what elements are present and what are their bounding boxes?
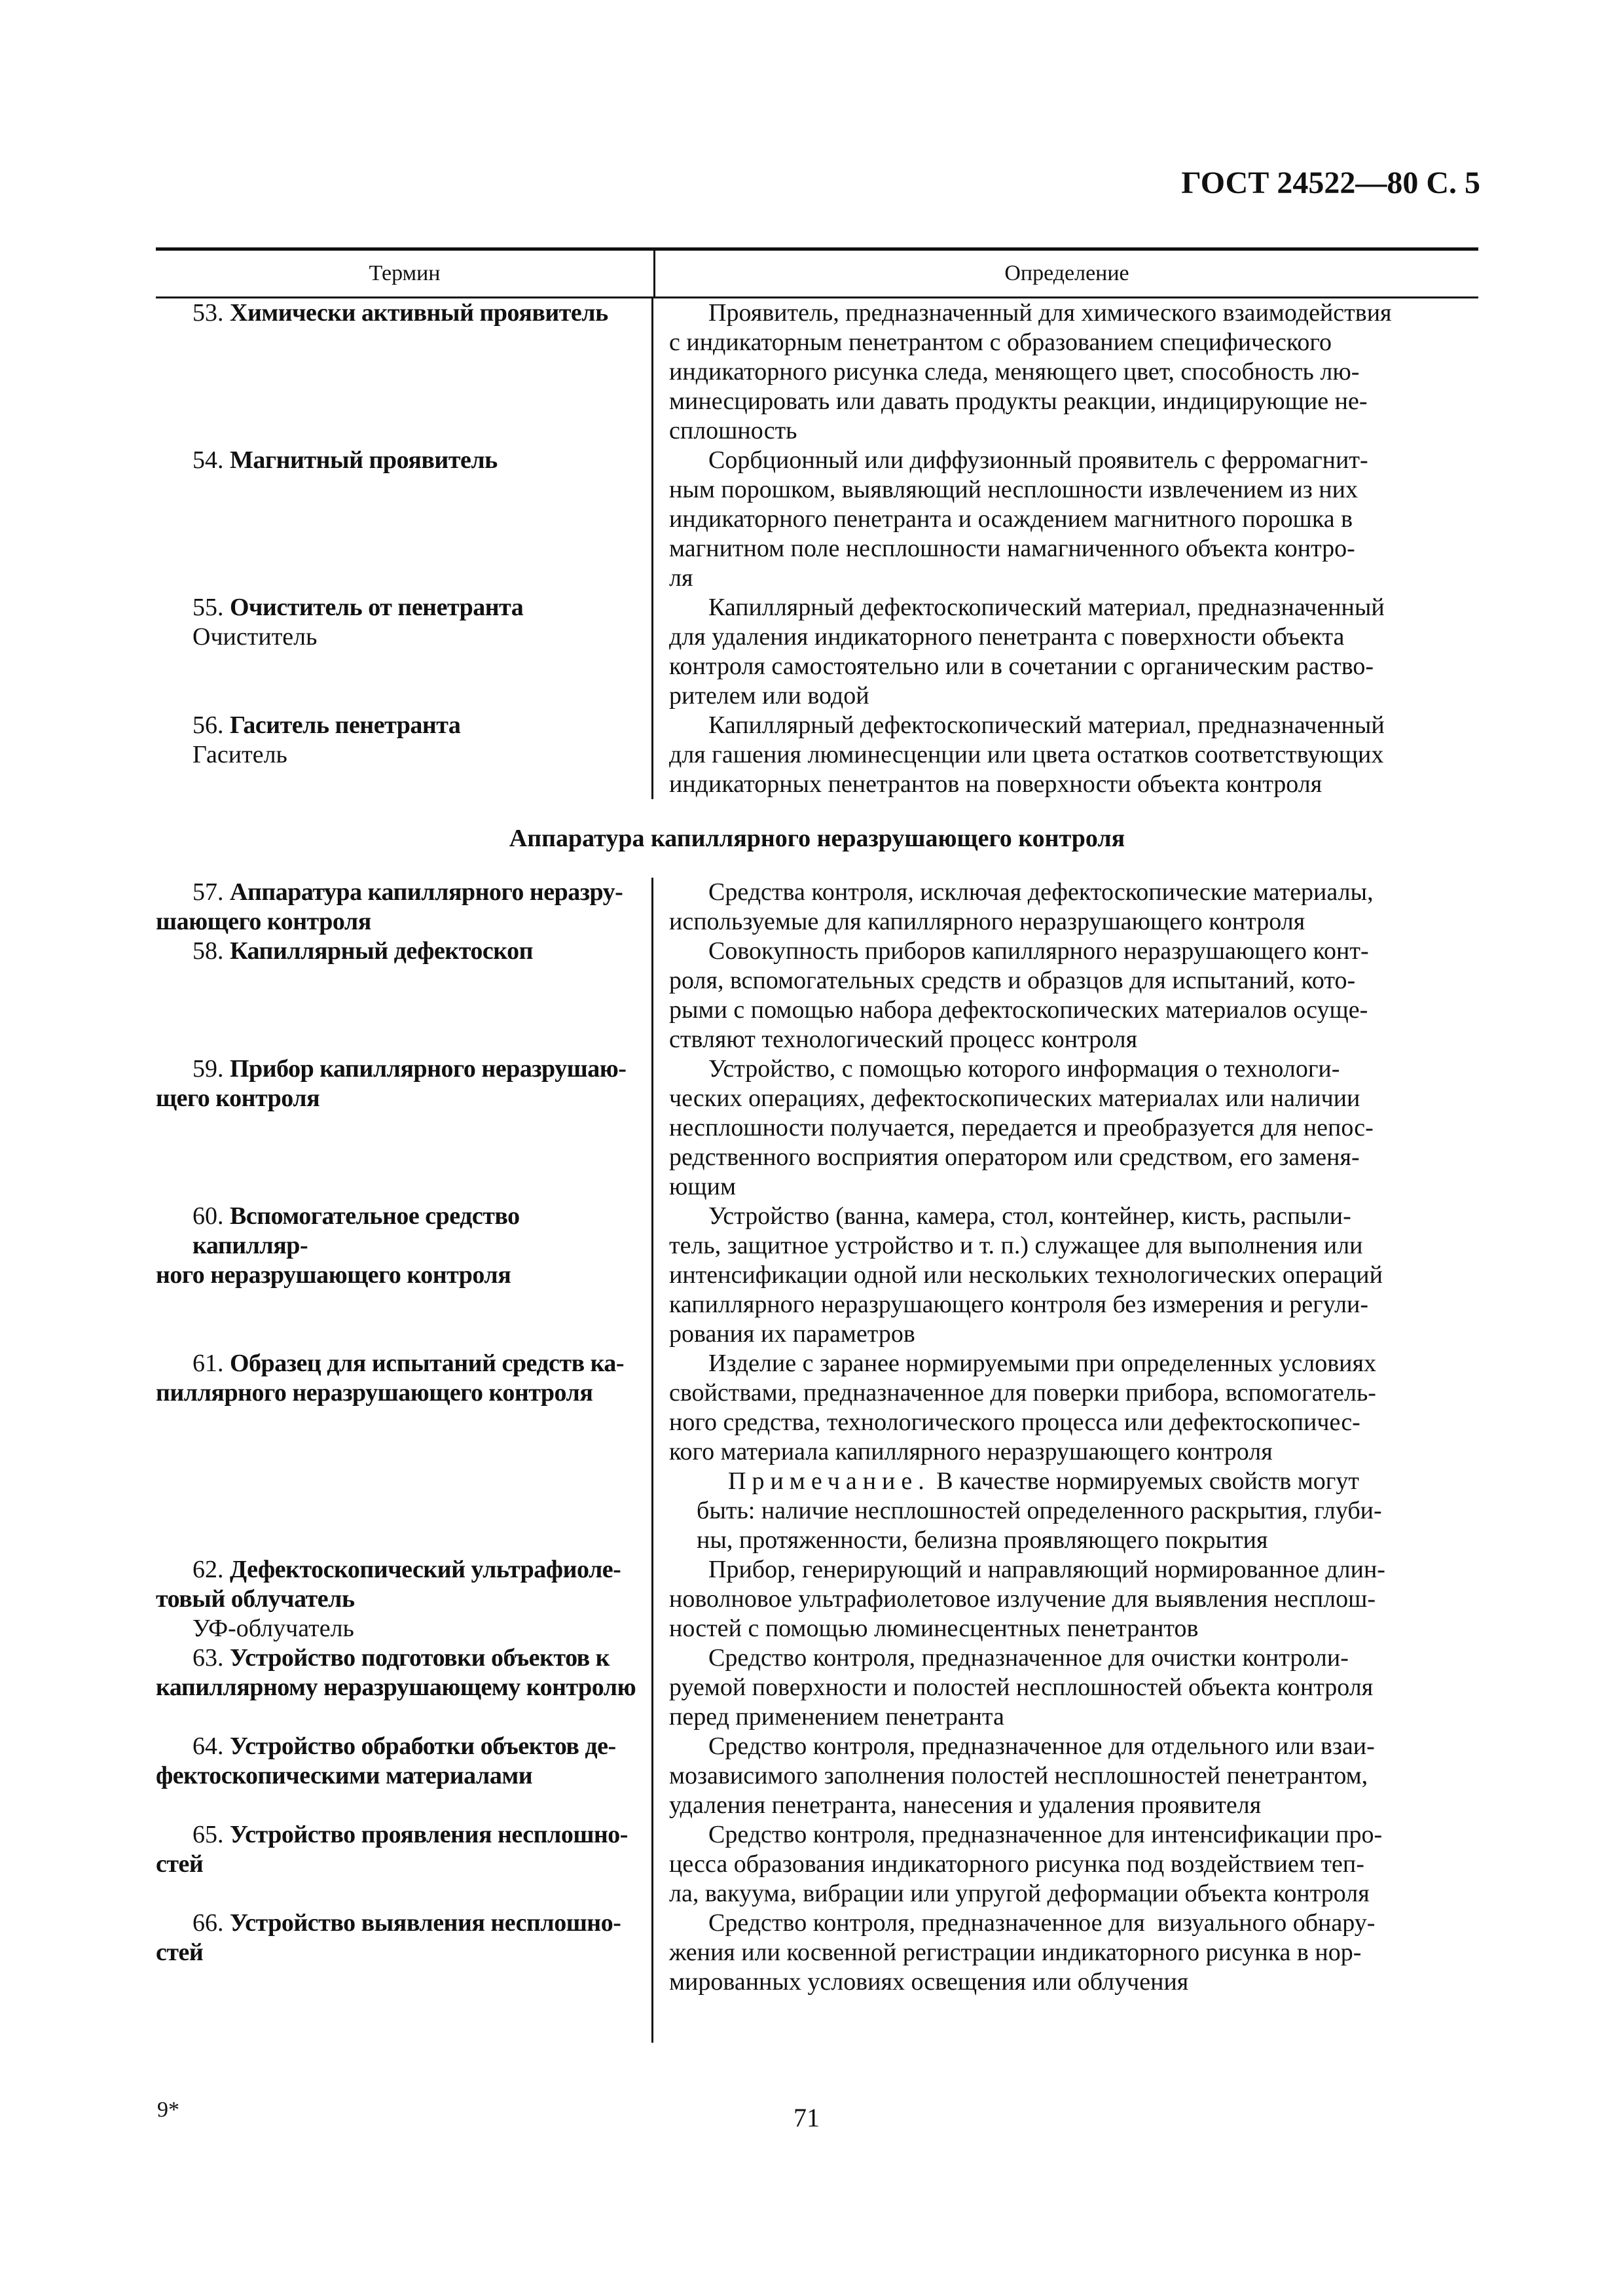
definition-cell	[653, 1732, 1478, 1820]
term-cell	[156, 711, 653, 799]
definition-cell	[653, 1349, 1478, 1555]
term-cell	[156, 1054, 653, 1202]
header-definition: Определение	[1004, 261, 1129, 285]
term-name: щего контроля	[156, 1085, 320, 1112]
table-tail	[156, 1997, 1478, 2043]
definition-line: тель, защитное устройство и т. п.) служащее для выполнения или	[669, 1232, 1363, 1259]
term-name: шающего контроля	[156, 908, 371, 935]
definition-line: Проявитель, предназначенный для химического взаимодействия	[708, 299, 1392, 327]
term-row	[156, 593, 1478, 711]
term-line	[156, 711, 637, 740]
definition-line: ным порошком, выявляющий несплошности извлечением из них	[669, 476, 1358, 503]
definition-line: жения или косвенной регистрации индикаторного рисунка в нор-	[669, 1939, 1362, 1966]
definition-line: Средство контроля, предназначенное для отдельного или взаи-	[708, 1732, 1375, 1760]
definition-line: ного средства, технологического процесса или дефектоскопичес-	[669, 1408, 1360, 1436]
definition-line: цесса образования индикаторного рисунка под воздействием теп-	[669, 1850, 1364, 1878]
term-number: 57.	[192, 878, 230, 906]
definition-line: для гашения люминесценции или цвета остатков соответствующих	[669, 741, 1384, 768]
term-line	[156, 1761, 637, 1791]
term-number: 55.	[192, 594, 230, 621]
term-cell	[156, 1997, 653, 2043]
term-name: Устройство проявления несплошно-	[230, 1821, 628, 1848]
term-cell	[156, 593, 653, 711]
definition-cell	[653, 446, 1478, 593]
term-cell	[156, 1732, 653, 1820]
term-number: 58.	[192, 937, 230, 965]
term-line	[156, 1084, 637, 1113]
definition-line: для удаления индикаторного пенетранта с поверхности объекта	[669, 623, 1345, 651]
definition-line: несплошности получается, передается и преобразуется для непос-	[669, 1114, 1374, 1141]
term-row	[156, 711, 1478, 799]
definition-line: редственного восприятия оператором или средством, его заменя-	[669, 1143, 1360, 1171]
definition-line: индикаторного пенетранта и осаждением магнитного порошка в	[669, 505, 1353, 533]
note-line	[669, 1467, 1474, 1496]
term-number: 62.	[192, 1556, 230, 1583]
definition-line: Изделие с заранее нормируемыми при определенных условиях	[708, 1350, 1376, 1377]
term-name: Химически активный проявитель	[230, 299, 608, 327]
definition-line: ствляют технологический процесс контроля	[669, 1026, 1138, 1053]
term-line	[156, 1555, 637, 1585]
definition-cell	[653, 1909, 1478, 1997]
note-text: быть: наличие несплошностей определенного раскрытия, глуби-	[697, 1497, 1382, 1524]
term-group-2	[156, 878, 1478, 2043]
term-name: ного неразрушающего контроля	[156, 1261, 511, 1289]
definition-line: мированных условиях освещения или облучения	[669, 1968, 1189, 1996]
term-number: 53.	[192, 299, 230, 327]
term-line	[156, 1820, 637, 1850]
term-number: 66.	[192, 1909, 230, 1937]
term-name: Капиллярный дефектоскоп	[230, 937, 534, 965]
term-cell	[156, 1820, 653, 1909]
term-line	[156, 1614, 637, 1643]
definition-line: Совокупность приборов капиллярного неразрушающего конт-	[708, 937, 1369, 965]
term-row	[156, 1909, 1478, 1997]
definition-cell	[653, 298, 1478, 446]
section-title: Аппаратура капиллярного неразрушающего контроля	[509, 825, 1125, 852]
definition-line: ля	[669, 564, 693, 592]
term-line	[156, 937, 637, 966]
page-header: ГОСТ 24522—80 С. 5	[1181, 166, 1480, 200]
term-line	[156, 1673, 637, 1702]
definition-line: с индикаторным пенетрантом с образованием специфического	[669, 329, 1332, 356]
definition-line: Устройство (ванна, камера, стол, контейнер, кисть, распыли-	[708, 1202, 1351, 1230]
term-name: Устройство обработки объектов де-	[230, 1732, 616, 1760]
definition-cell	[653, 1643, 1478, 1732]
term-synonym: Очиститель	[192, 623, 318, 651]
term-name: капиллярному неразрушающему контролю	[156, 1674, 636, 1701]
term-name: Дефектоскопический ультрафиоле-	[230, 1556, 621, 1583]
term-name: пиллярного неразрушающего контроля	[156, 1379, 593, 1407]
term-name: товый облучатель	[156, 1585, 355, 1613]
terms-table	[156, 247, 1478, 2043]
term-row	[156, 1555, 1478, 1643]
term-cell	[156, 878, 653, 937]
definition-line: индикаторных пенетрантов на поверхности объекта контроля	[669, 770, 1322, 798]
term-number: 54.	[192, 446, 230, 474]
term-line	[156, 740, 637, 770]
term-number: 56.	[192, 711, 230, 739]
term-line	[156, 1261, 637, 1290]
term-name: Образец для испытаний средств ка-	[230, 1350, 625, 1377]
term-cell	[156, 1349, 653, 1555]
term-line	[156, 1349, 637, 1378]
table-header	[156, 251, 1478, 298]
definition-cell	[653, 711, 1478, 799]
definition-cell	[653, 878, 1478, 937]
term-name: фектоскопическими материалами	[156, 1762, 533, 1789]
term-name: стей	[156, 1939, 204, 1966]
term-line	[156, 1054, 637, 1084]
term-name: Аппаратура капиллярного неразру-	[230, 878, 623, 906]
term-cell	[156, 446, 653, 593]
definition-line: новолновое ультрафиолетовое излучение для выявления несплош-	[669, 1585, 1376, 1613]
definition-line: индикаторного рисунка следа, меняющего цвет, способность лю-	[669, 358, 1360, 386]
term-name: стей	[156, 1850, 204, 1878]
definition-line: Устройство, с помощью которого информация о технологи-	[708, 1055, 1340, 1083]
term-line	[156, 622, 637, 652]
term-name: Магнитный проявитель	[230, 446, 498, 474]
definition-line: ющим	[669, 1173, 737, 1200]
term-row	[156, 878, 1478, 937]
term-cell	[156, 1202, 653, 1349]
definition-line: ностей с помощью люминесцентных пенетрантов	[669, 1615, 1199, 1642]
definition-line: Прибор, генерирующий и направляющий нормированное длин-	[708, 1556, 1385, 1583]
definition-line: удаления пенетранта, нанесения и удаления проявителя	[669, 1791, 1262, 1819]
term-line	[156, 446, 637, 475]
definition-line: сплошность	[669, 417, 797, 444]
definition-line: роля, вспомогательных средств и образцов для испытаний, кото-	[669, 967, 1356, 994]
definition-line: рителем или водой	[669, 682, 869, 709]
term-line	[156, 907, 637, 937]
note-text: ны, протяженности, белизна проявляющего покрытия	[697, 1526, 1268, 1554]
definition-line: кого материала капиллярного неразрушающего контроля	[669, 1438, 1273, 1465]
definition-cell	[653, 1555, 1478, 1643]
definition-cell	[653, 593, 1478, 711]
definition-line: капиллярного неразрушающего контроля без измерения и регули-	[669, 1291, 1369, 1318]
term-line	[156, 1850, 637, 1879]
note-text: В качестве нормируемых свойств могут	[930, 1467, 1359, 1495]
definition-line: Капиллярный дефектоскопический материал, предназначенный	[708, 711, 1385, 739]
header-term: Термин	[156, 251, 655, 296]
term-cell	[156, 1909, 653, 1997]
term-line	[156, 593, 637, 622]
term-name: Гаситель пенетранта	[230, 711, 461, 739]
definition-line: Средство контроля, предназначенное для визуального обнару-	[708, 1909, 1376, 1937]
signature-mark: 9*	[157, 2098, 179, 2122]
term-row	[156, 298, 1478, 446]
definition-line: рования их параметров	[669, 1320, 915, 1348]
definition-line: минесцировать или давать продукты реакции, индицирующие не-	[669, 387, 1368, 415]
term-name: Устройство выявления несплошно-	[230, 1909, 621, 1937]
page-number: 71	[793, 2103, 820, 2132]
definition-cell	[653, 1820, 1478, 1909]
term-synonym: УФ-облучатель	[192, 1615, 354, 1642]
definition-line: Средство контроля, предназначенное для интенсификации про-	[708, 1821, 1383, 1848]
definition-line: перед применением пенетранта	[669, 1703, 1004, 1731]
term-number: 65.	[192, 1821, 230, 1848]
term-row	[156, 1643, 1478, 1732]
term-row	[156, 1054, 1478, 1202]
term-number: 61.	[192, 1350, 230, 1377]
term-name: Очиститель от пенетранта	[230, 594, 524, 621]
term-cell	[156, 937, 653, 1054]
definition-line: Средство контроля, предназначенное для очистки контроли-	[708, 1644, 1349, 1672]
term-row	[156, 937, 1478, 1054]
term-row	[156, 1732, 1478, 1820]
term-row	[156, 1820, 1478, 1909]
definition-line: контроля самостоятельно или в сочетании с органическим раство-	[669, 653, 1374, 680]
term-number: 64.	[192, 1732, 230, 1760]
definition-line: рыми с помощью набора дефектоскопических материалов осуще-	[669, 996, 1368, 1024]
term-cell	[156, 1555, 653, 1643]
term-line	[156, 1938, 637, 1967]
term-name: Вспомогательное средство капилляр-	[192, 1202, 520, 1259]
term-line	[156, 1909, 637, 1938]
term-row	[156, 1349, 1478, 1555]
term-name: Прибор капиллярного неразрушаю-	[230, 1055, 627, 1083]
definition-line: свойствами, предназначенное для поверки прибора, вспомогатель-	[669, 1379, 1376, 1407]
term-cell	[156, 1643, 653, 1732]
definition-cell	[653, 937, 1478, 1054]
definition-line: интенсификации одной или нескольких технологических операций	[669, 1261, 1383, 1289]
definition-line: Средства контроля, исключая дефектоскопические материалы,	[708, 878, 1374, 906]
definition-cell	[653, 1054, 1478, 1202]
term-line	[156, 1202, 637, 1261]
term-line	[156, 1378, 637, 1408]
term-line	[156, 1643, 637, 1673]
definition-cell	[653, 1202, 1478, 1349]
definition-line: мозависимого заполнения полостей несплошностей пенетрантом,	[669, 1762, 1368, 1789]
definition-cell	[653, 1997, 1478, 2043]
term-group-1	[156, 298, 1478, 799]
term-number: 59.	[192, 1055, 230, 1083]
note-label: Примечание.	[728, 1467, 930, 1495]
definition-line: Сорбционный или диффузионный проявитель с ферромагнит-	[708, 446, 1368, 474]
term-number: 63.	[192, 1644, 230, 1672]
note-line	[669, 1496, 1474, 1526]
term-row	[156, 446, 1478, 593]
term-number: 60.	[192, 1202, 230, 1230]
term-line	[156, 298, 637, 328]
term-cell	[156, 298, 653, 446]
term-name: Устройство подготовки объектов к	[230, 1644, 610, 1672]
note-line	[669, 1526, 1474, 1555]
definition-line: ческих операциях, дефектоскопических материалах или наличии	[669, 1085, 1360, 1112]
term-synonym: Гаситель	[192, 741, 287, 768]
term-line	[156, 1585, 637, 1614]
definition-line: магнитном поле несплошности намагниченного объекта контро-	[669, 535, 1355, 562]
term-row	[156, 1202, 1478, 1349]
definition-line: используемые для капиллярного неразрушающего контроля	[669, 908, 1305, 935]
term-line	[156, 878, 637, 907]
definition-line: Капиллярный дефектоскопический материал, предназначенный	[708, 594, 1385, 621]
term-line	[156, 1732, 637, 1761]
definition-line: ла, вакуума, вибрации или упругой деформации объекта контроля	[669, 1880, 1370, 1907]
definition-line: руемой поверхности и полостей несплошностей объекта контроля	[669, 1674, 1374, 1701]
